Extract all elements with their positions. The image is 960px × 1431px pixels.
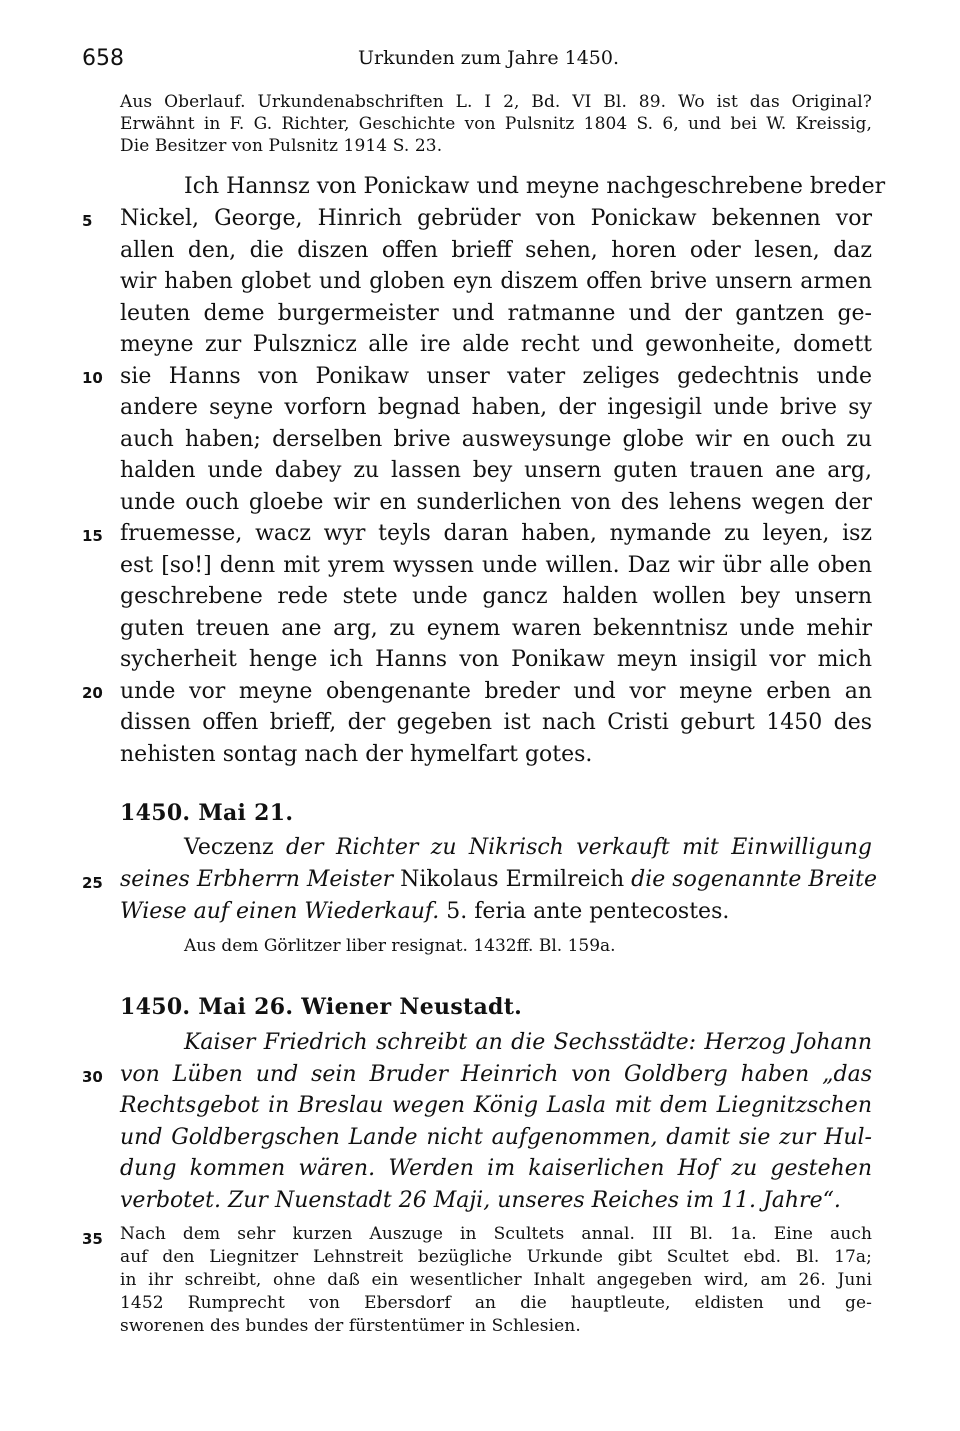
note-line: auf den Liegnitzer Lehnstreit bezügliche Urkunde gibt Scultet ebd. Bl. 17a; (120, 1247, 872, 1267)
summary-segment: die sogenannte Breite (631, 867, 878, 892)
line-number: 20 (82, 684, 103, 702)
text-line: halden unde dabey zu lassen bey unsern guten trauen ane arg, (120, 458, 872, 483)
date-heading: 1450. Mai 21. (120, 800, 294, 826)
summary-segment: Wiese auf einen Wiederkauf. (120, 899, 447, 924)
note-line: Die Besitzer von Pulsnitz 1914 S. 23. (120, 136, 443, 156)
summary-line: verbotet. Zur Nuenstadt 26 Maji, unseres Reiches im 11. Jahre“. (120, 1188, 841, 1213)
summary-line: Kaiser Friedrich schreibt an die Sechsstädte: Herzog Johann (184, 1030, 872, 1055)
summary-line: und Goldbergschen Lande nicht aufgenommen, damit sie zur Hul- (120, 1125, 872, 1150)
summary-line (120, 867, 878, 892)
text-line: leuten deme burgermeister und ratmanne und der gantzen ge- (120, 301, 872, 326)
summary-line (184, 835, 872, 860)
text-line: andere seyne vorforn begnad haben, der ingesigil unde brive sy (120, 395, 872, 420)
summary-segment: der Richter zu Nikrisch verkauft mit Einwilligung (285, 835, 872, 860)
note-line: Erwähnt in F. G. Richter, Geschichte von Pulsnitz 1804 S. 6, und bei W. Kreissig, (120, 114, 872, 134)
note-line: Aus Oberlauf. Urkundenabschriften L. I 2, Bd. VI Bl. 89. Wo ist das Original? (120, 92, 872, 112)
text-line: sie Hanns von Ponikaw unser vater zeliges gedechtnis unde (120, 364, 872, 389)
text-line: allen den, die diszen offen brieff sehen, horen oder lesen, daz (120, 238, 872, 263)
summary-segment: Veczenz (184, 835, 286, 860)
line-number: 35 (82, 1230, 103, 1248)
text-line: geschrebene rede stete unde gancz halden wollen bey unsern (120, 584, 872, 609)
line-number: 30 (82, 1068, 103, 1086)
note-line: 1452 Rumprecht von Ebersdorf an die hauptleute, eldisten und ge- (120, 1293, 872, 1313)
note-line: in ihr schreibt, ohne daß ein wesentlicher Inhalt angegeben wird, am 26. Juni (120, 1270, 872, 1290)
text-line: Ich Hannsz von Ponickaw und meyne nachgeschrebene breder (184, 174, 886, 199)
summary-line: von Lüben und sein Bruder Heinrich von Goldberg haben „das (120, 1062, 872, 1087)
text-line: auch haben; derselben brive ausweysunge globe wir en ouch zu (120, 427, 872, 452)
text-line: nehisten sontag nach der hymelfart gotes. (120, 742, 593, 767)
summary-line: Rechtsgebot in Breslau wegen König Lasla mit dem Liegnitzschen (120, 1093, 872, 1118)
text-line: Nickel, George, Hinrich gebrüder von Ponickaw bekennen vor (120, 206, 872, 231)
note-line: sworenen des bundes der fürstentümer in Schlesien. (120, 1316, 581, 1336)
running-title: Urkunden zum Jahre 1450. (358, 47, 620, 69)
note-line: Aus dem Görlitzer liber resignat. 1432ff. Bl. 159a. (184, 936, 616, 956)
text-line: unde ouch gloebe wir en sunderlichen von des lehens wegen der (120, 490, 872, 515)
text-line: fruemesse, wacz wyr teyls daran haben, nymande zu leyen, isz (120, 521, 872, 546)
summary-line: dung kommen wären. Werden im kaiserlichen Hof zu gestehen (120, 1156, 872, 1181)
text-line: unde vor meyne obengenante breder und vor meyne erben an (120, 679, 872, 704)
summary-line (120, 899, 872, 924)
line-number: 5 (82, 212, 93, 230)
line-number: 15 (82, 527, 103, 545)
text-line: wir haben globet und globen eyn diszem offen brive unsern armen (120, 269, 872, 294)
date-heading: 1450. Mai 26. Wiener Neustadt. (120, 994, 523, 1020)
text-line: sycherheit henge ich Hanns von Ponikaw meyn insigil vor mich (120, 647, 872, 672)
summary-segment: 5. feria ante pentecostes. (446, 899, 730, 924)
text-line: meyne zur Pulsznicz alle ire alde recht und gewonheite, domett (120, 332, 872, 357)
note-line: Nach dem sehr kurzen Auszuge in Scultets annal. III Bl. 1a. Eine auch (120, 1224, 872, 1244)
line-number: 25 (82, 874, 103, 892)
text-line: guten treuen ane arg, zu eynem waren bekenntnisz unde mehir (120, 616, 872, 641)
line-number: 10 (82, 369, 103, 387)
text-line: est [so!] denn mit yrem wyssen unde willen. Daz wir übr alle oben (120, 553, 872, 578)
page-number: 658 (82, 46, 124, 71)
text-line: dissen offen brieff, der gegeben ist nach Cristi geburt 1450 des (120, 710, 872, 735)
summary-segment: seines Erbherrn Meister (120, 867, 401, 892)
summary-segment: Nikolaus Ermilreich (400, 867, 632, 892)
